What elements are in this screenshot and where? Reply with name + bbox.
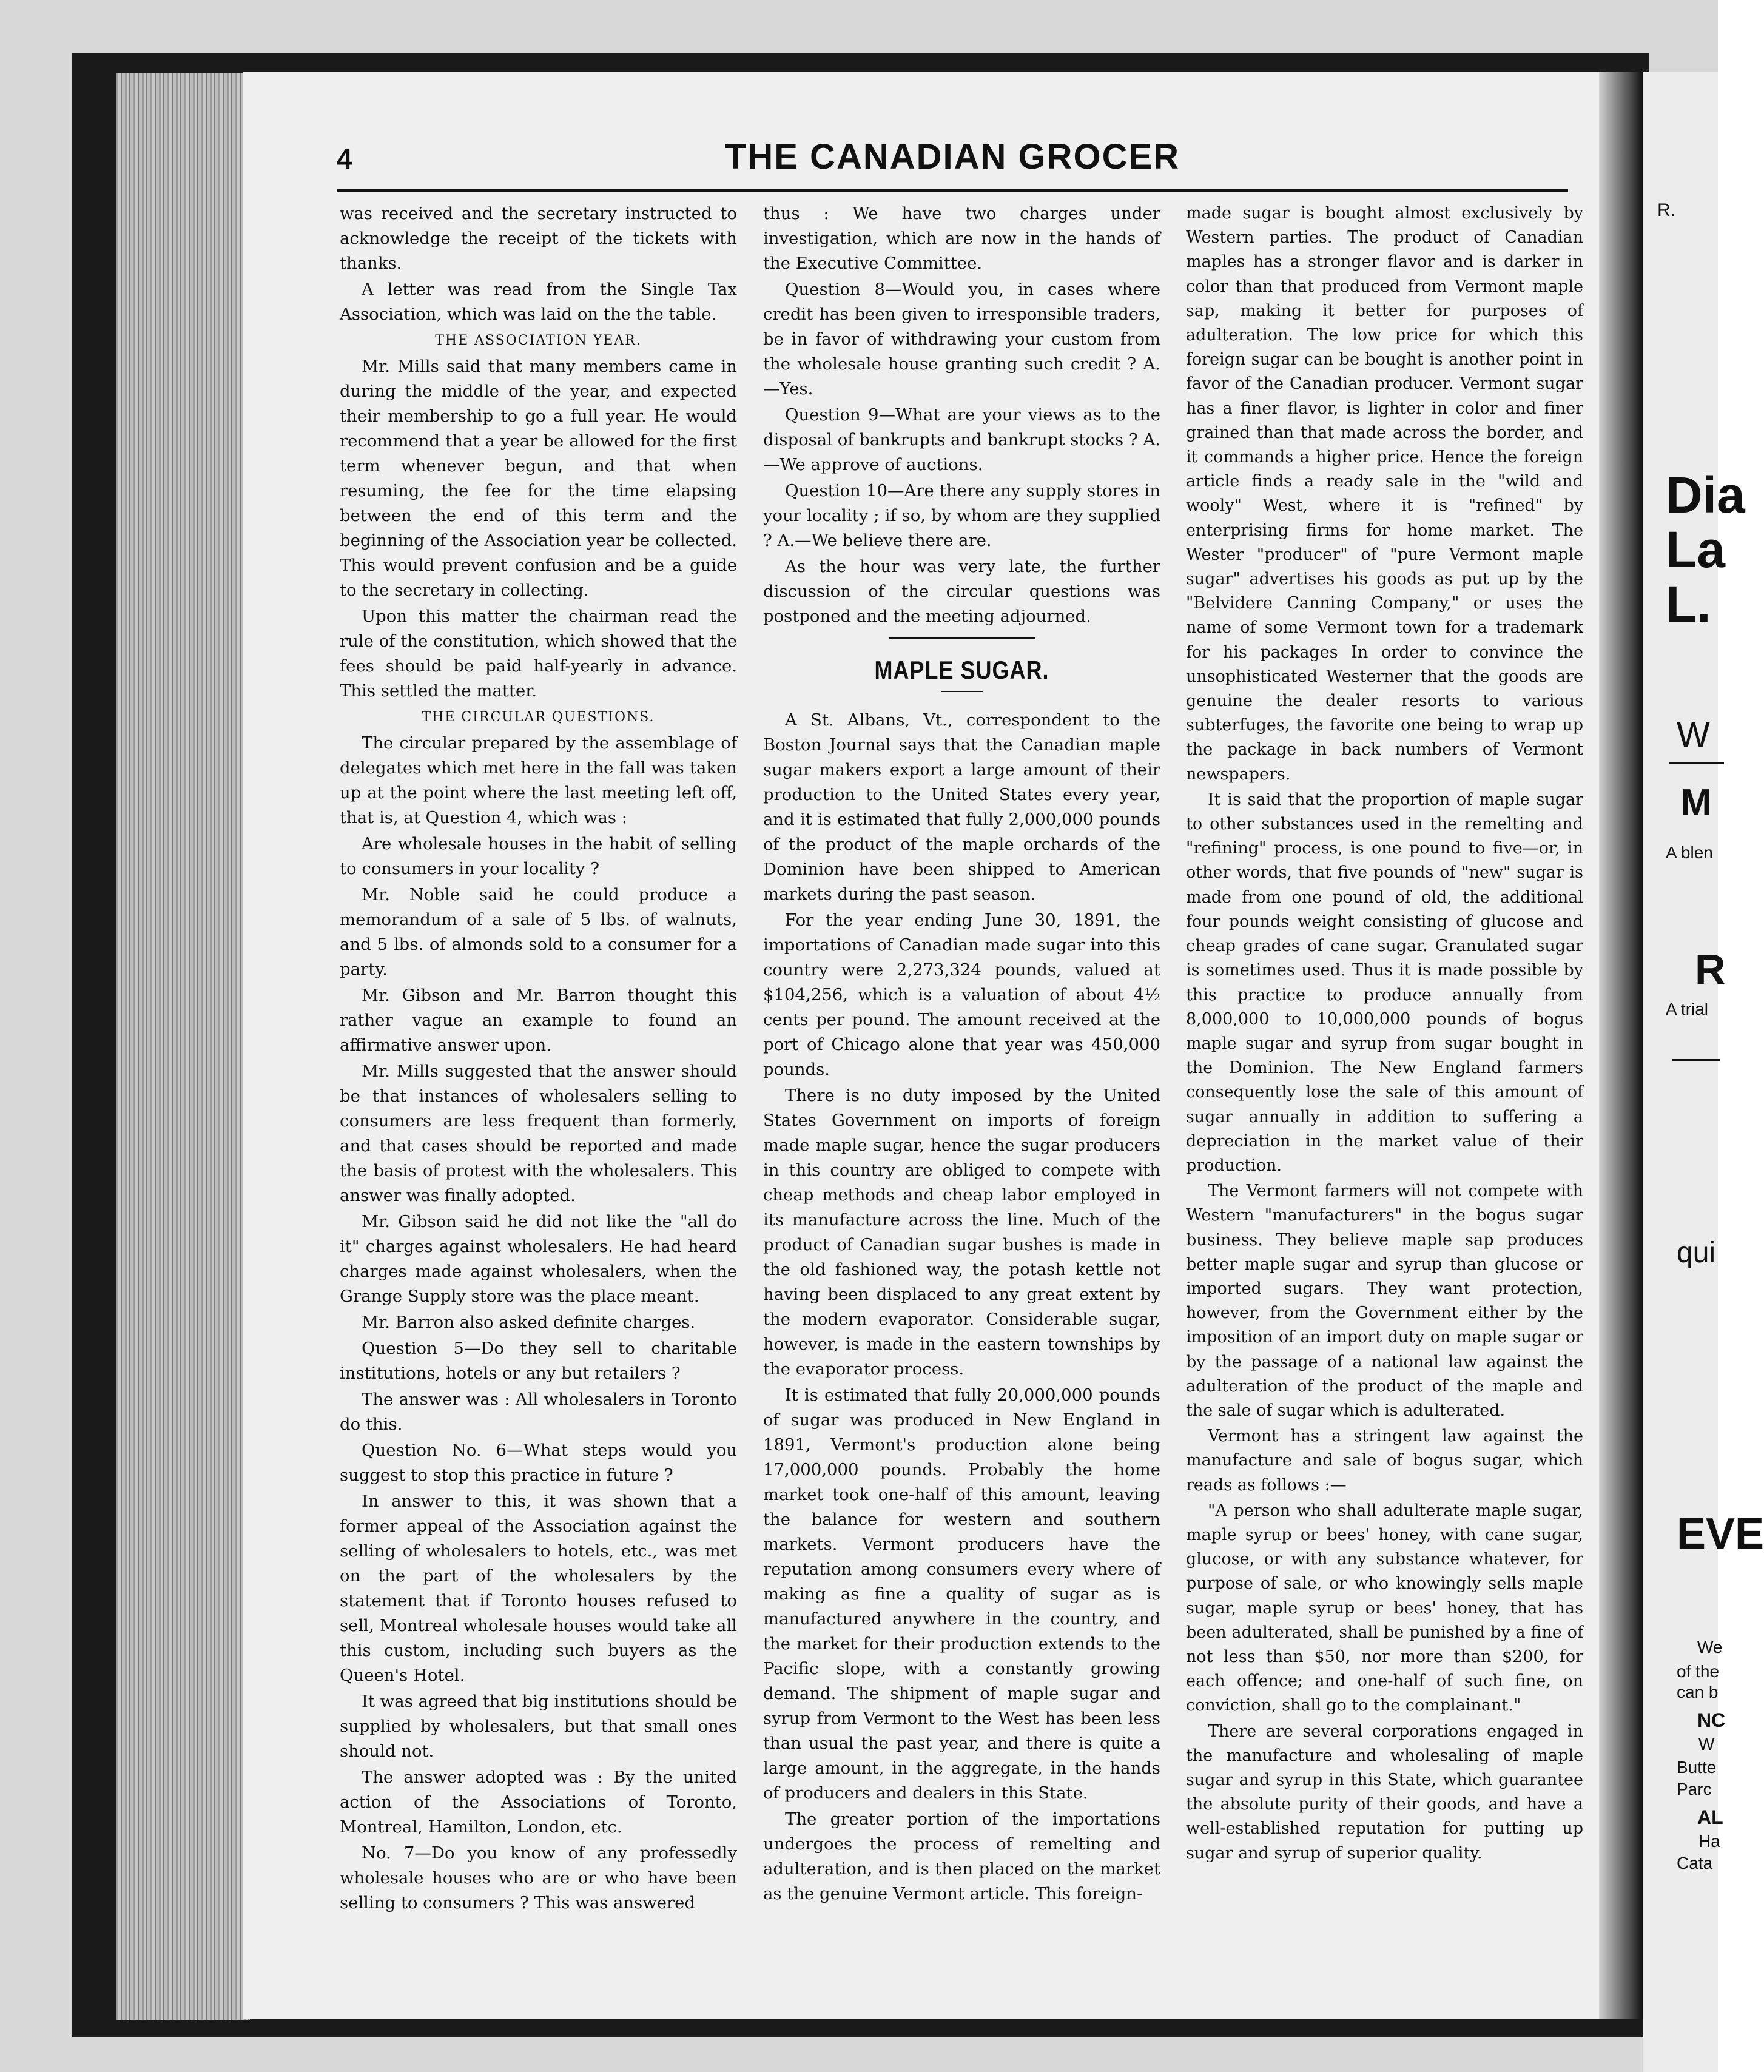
facing-text: NC [1697,1709,1726,1731]
facing-text: M [1680,782,1712,824]
facing-text: L. [1666,576,1711,633]
paragraph: There are several corporations engaged in the manufacture and wholesaling of maple sugar and syrup in this State, which guarantee the absolute purity of their goods, and have a well-established reputation for putting up sugar and syrup of superior quality. [1186,1721,1583,1863]
paragraph: Vermont has a stringent law against the manufacture and sale of bogus sugar, which reads as follows :— [1186,1427,1583,1495]
facing-text: A trial [1666,1000,1709,1018]
facing-page [1643,72,1764,2072]
paragraph: The answer adopted was : By the united action of the Associations of Toronto, Montreal, Hamilton, London, etc. [340,1768,737,1837]
paragraph: There is no duty imposed by the United States Government on imports of foreign made maple sugar, hence the sugar producers in this country are obliged to compete with cheap methods and cheap labor employed in its manufacture across the line. Much of the product of Canadian sugar bushes is made in the old fashioned way, the potash kettle not having been displaced to any great extent by the modern evaporator. Considerable sugar, however, is made in the eastern townships by the evaporator process. [763,1086,1160,1379]
facing-text: A blen [1666,843,1713,862]
article-title: MAPLE SUGAR. [874,655,1049,685]
paragraph: It is said that the proportion of maple sugar to other substances used in the remelting and "refining" process, is one pound to five—or, in other words, that five pounds of "new" sugar is made from one pound of old, the additional four pounds weight consisting of glucose and cheap grades of cane sugar. Granulated sugar is sometimes used. Thus it is made possible by this practice to produce annually from 8,000,000 to 10,000,000 pounds of bogus maple sugar and syrup from sugar bought in the Dominion. The New England farmers consequently lose the sale of this amount of sugar annually in addition to suffering a depreciation in the market value of their production. [1186,790,1583,1175]
paragraph: For the year ending June 30, 1891, the importations of Canadian made sugar into this country were 2,273,324 pounds, valued at $104,256, which is a valuation of about 4½ cents per pound. The amount received at the port of Chicago alone that year was 450,000 pounds. [763,910,1160,1079]
paragraph: The circular prepared by the assemblage of delegates which met here in the fall was taken up at the point where the last meeting left off, that is, at Question 4, which was : [340,733,737,827]
paragraph: The Vermont farmers will not compete with Western "manufacturers" in the bogus sugar business. They believe maple sap produces better maple sugar and syrup than glucose or imported sugars. They want protection, however, from the Government either by the imposition of an import duty on maple sugar or by the passage of a national law against the adulteration of the product of the maple and the sale of sugar which is adulterated. [1186,1182,1583,1420]
paragraph: Are wholesale houses in the habit of selling to consumers in your locality ? [340,834,737,878]
paragraph: Mr. Mills suggested that the answer should be that instances of wholesalers selling to consumers are less frequent than formerly, and that cases should be reported and made the basis of protest with the wholesalers. This answer was finally adopted. [340,1061,737,1205]
facing-text: La [1666,521,1726,578]
paragraph: It is estimated that fully 20,000,000 pounds of sugar was produced in New England in 1891, Vermont's production alone being 17,000,000 pounds. Probably the home market took one-half of this amount, leaving the balance for western and southern markets. Vermont producers have the reputation among consumers every where of making as fine a quality of sugar as is manufactured anywhere in the country, and the market for their production extends to the Pacific slope, with a constantly growing demand. The shipment of maple sugar and syrup from Vermont to the West has been less than usual the past year, and there is quite a large amount, in the aggregate, in the hands of producers and dealers in this State. [763,1385,1160,1803]
facing-text: R [1695,946,1726,993]
facing-rule [1672,1059,1720,1061]
column-2 [763,201,1160,2003]
column-1 [340,201,737,2003]
subheading: THE ASSOCIATION YEAR. [435,333,642,348]
paragraph: It was agreed that big institutions should be supplied by wholesalers, but that small ones should not. [340,1692,737,1761]
paragraph: made sugar is bought almost exclusively by Western parties. The product of Canadian maples has a stronger flavor and is darker in color than that produced from Vermont maple sap, making it better for purposes of adulteration. The low price for which this foreign sugar can be bought is another point in favor of the Canadian producer. Vermont sugar has a finer flavor, is lighter in color and finer grained than that made across the border, and it commands a higher price. Hence the foreign article finds a ready sale in the "wild and wooly" West, where it is "refined" by enterprising firms for home market. The Wester "producer" of "pure Vermont maple sugar" advertises his goods as put up by the "Belvidere Canning Company," or uses the name of some Vermont town for a trademark for his packages In order to convince the unsophisticated Westerner that the goods are genuine the dealer resorts to various subterfuges, the favorite one being to wrap up the package in back numbers of Vermont newspapers. [1186,204,1583,784]
page-number: 4 [337,143,352,175]
paragraph: "A person who shall adulterate maple sugar, maple syrup or bees' honey, with cane sugar, glucose, or with any substance whatever, for purpose of sale, or who knowingly sells maple sugar, maple syrup or bees' honey, that has been adulterated, shall be punished by a fine of not less than $50, nor more than $200, for each offence; and one-half of such fine, on conviction, shall go to the complainant." [1186,1501,1583,1715]
paragraph: Question 8—Would you, in cases where credit has been given to irresponsible traders, be in favor of withdrawing your custom from the wholesale house granting such credit ? A.—Yes. [763,280,1160,399]
facing-text: We [1697,1638,1723,1657]
paragraph: thus : We have two charges under investigation, which are now in the hands of the Executive Committee. [763,204,1160,273]
paragraph: Upon this matter the chairman read the rule of the constitution, which showed that the fees should be paid half-yearly in advance. This settled the matter. [340,607,737,701]
paragraph: A letter was read from the Single Tax Association, which was laid on the the table. [340,280,737,324]
paragraph: Mr. Barron also asked definite charges. [362,1313,696,1332]
paragraph: Question 10—Are there any supply stores in your locality ; if so, by whom are they supplied ? A.—We believe there are. [763,481,1160,550]
paragraph: No. 7—Do you know of any professedly wholesale houses who are or who have been selling to consumers ? This was answered [340,1843,737,1912]
facing-text: can b [1677,1683,1719,1701]
paragraph: Mr. Mills said that many members came in during the middle of the year, and expected their membership to go a full year. He would recommend that a year be allowed for the first term whenever begun, and that when resuming, the fee for the time elapsing between the end of this term and the beginning of the Association year be collected. This would prevent confusion and be a guide to the secretary in collecting. [340,357,737,600]
paragraph: Mr. Noble said he could produce a memorandum of a sale of 5 lbs. of walnuts, and 5 lbs. of almonds sold to a consumer for a party. [340,885,737,979]
facing-text: of the [1677,1662,1720,1681]
facing-text: AL [1697,1806,1723,1828]
header-rule [337,189,1568,192]
paragraph: The answer was : All wholesalers in Toronto do this. [340,1390,737,1434]
book-gutter [1599,72,1643,2019]
facing-text: EVE [1677,1510,1764,1558]
facing-text: Butte [1677,1758,1717,1777]
facing-text: Parc [1677,1780,1712,1798]
paragraph: Mr. Gibson and Mr. Barron thought this rather vague an example to found an affirmative answer upon. [340,986,737,1055]
paragraph: In answer to this, it was shown that a former appeal of the Association against the selling of wholesalers to hotels, etc., was met on the part of the wholesalers by the statement that if Toronto houses refused to sell, Montreal wholesale houses would take all this custom, including such buyers as the Queen's Hotel. [340,1492,737,1685]
facing-text: R. [1657,200,1675,220]
paragraph: The greater portion of the importations undergoes the process of remelting and adulteration, and is then placed on the market as the genuine Vermont article. This foreign- [763,1809,1160,1903]
facing-text: qui [1677,1237,1716,1269]
facing-text: W [1698,1735,1715,1754]
page-edges [116,73,250,2020]
paragraph: A St. Albans, Vt., correspondent to the Boston Journal says that the Canadian maple sugar makers export a large amount of their production to the United States every year, and it is estimated that fully 2,000,000 pounds of the product of the maple orchards of the Dominion have been shipped to American markets during the past season. [763,710,1160,904]
column-3 [1186,201,1583,2003]
title-rule [941,691,983,692]
facing-text: Cata [1677,1854,1713,1872]
facing-rule [1669,762,1724,764]
subheading: THE CIRCULAR QUESTIONS. [422,710,655,725]
facing-text: Dia [1666,466,1745,523]
facing-text: W [1677,715,1710,755]
paragraph: Question 9—What are your views as to the disposal of bankrupts and bankrupt stocks ? A.—We approve of auctions. [763,405,1160,474]
masthead: THE CANADIAN GROCER [724,137,1180,177]
paragraph: Question No. 6—What steps would you suggest to stop this practice in future ? [340,1441,737,1485]
section-separator [889,637,1035,639]
paragraph: Mr. Gibson said he did not like the "all do it" charges against wholesalers. He had heard charges made against wholesalers, when the Grange Supply store was the place meant. [340,1212,737,1306]
paragraph: Question 5—Do they sell to charitable institutions, hotels or any but retailers ? [340,1339,737,1383]
paragraph: As the hour was very late, the further discussion of the circular questions was postponed and the meeting adjourned. [763,557,1160,626]
paragraph: was received and the secretary instructed to acknowledge the receipt of the tickets with thanks. [340,204,737,273]
facing-text: Ha [1698,1832,1720,1851]
page-header [337,136,1568,191]
